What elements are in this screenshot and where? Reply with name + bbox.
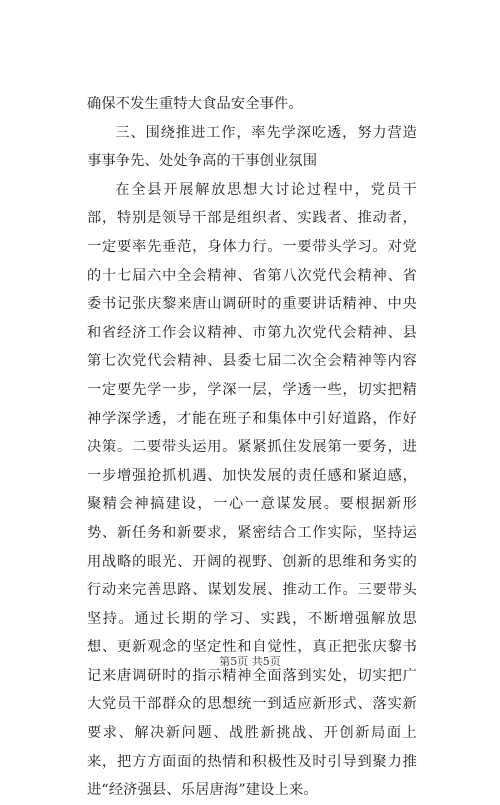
document-body	[87, 90, 417, 805]
page-footer: 第5页 共5页	[219, 655, 281, 668]
paragraph-main: 在全县开展解放思想大讨论过程中，党员干部，特别是领导干部是组织者、实践者、推动者，一定要率先垂范，身体力行。一要带头学习。对党的十七届六中全会精神、省第八次党代会精神、省委书记张庆黎来唐山调研时的重要讲话精神、中央和省经济工作会议精神、市第九次党代会精神、县第七次党代会精神、县委七届二次全会精神等内容一定要先学一步，学深一层，学透一些，切实把精神学深学透，才能在班子和集体中引好道路，作好决策。二要带头运用。紧紧抓住发展第一要务，进一步增强抢抓机遇、加快发展的责任感和紧迫感，聚精会神搞建设，一心一意谋发展。要根据新形势、新任务和新要求，紧密结合工作实际，坚持运用战略的眼光、开阔的视野、创新的思维和务实的行动来完善思路、谋划发展、推动工作。三要带头坚持。通过长期的学习、实践，不断增强解放思想、更新观念的坚定性和自觉性，真正把张庆黎书记来唐调研时的指示精神全面落到实处，切实把广大党员干部群众的思想统一到适应新形式、落实新要求、解决新问题、战胜新挑战、开创新局面上来，把方方面面的热情和积极性及时引导到聚力推进“经济强县、乐居唐海”建设上来。	[87, 181, 417, 799]
section-heading: 三、围绕推进工作，率先学深吃透，努力营造事事争先、处处争高的干事创业氛围	[87, 124, 417, 170]
paragraph-continuation: 确保不发生重特大食品安全事件。	[87, 96, 303, 112]
